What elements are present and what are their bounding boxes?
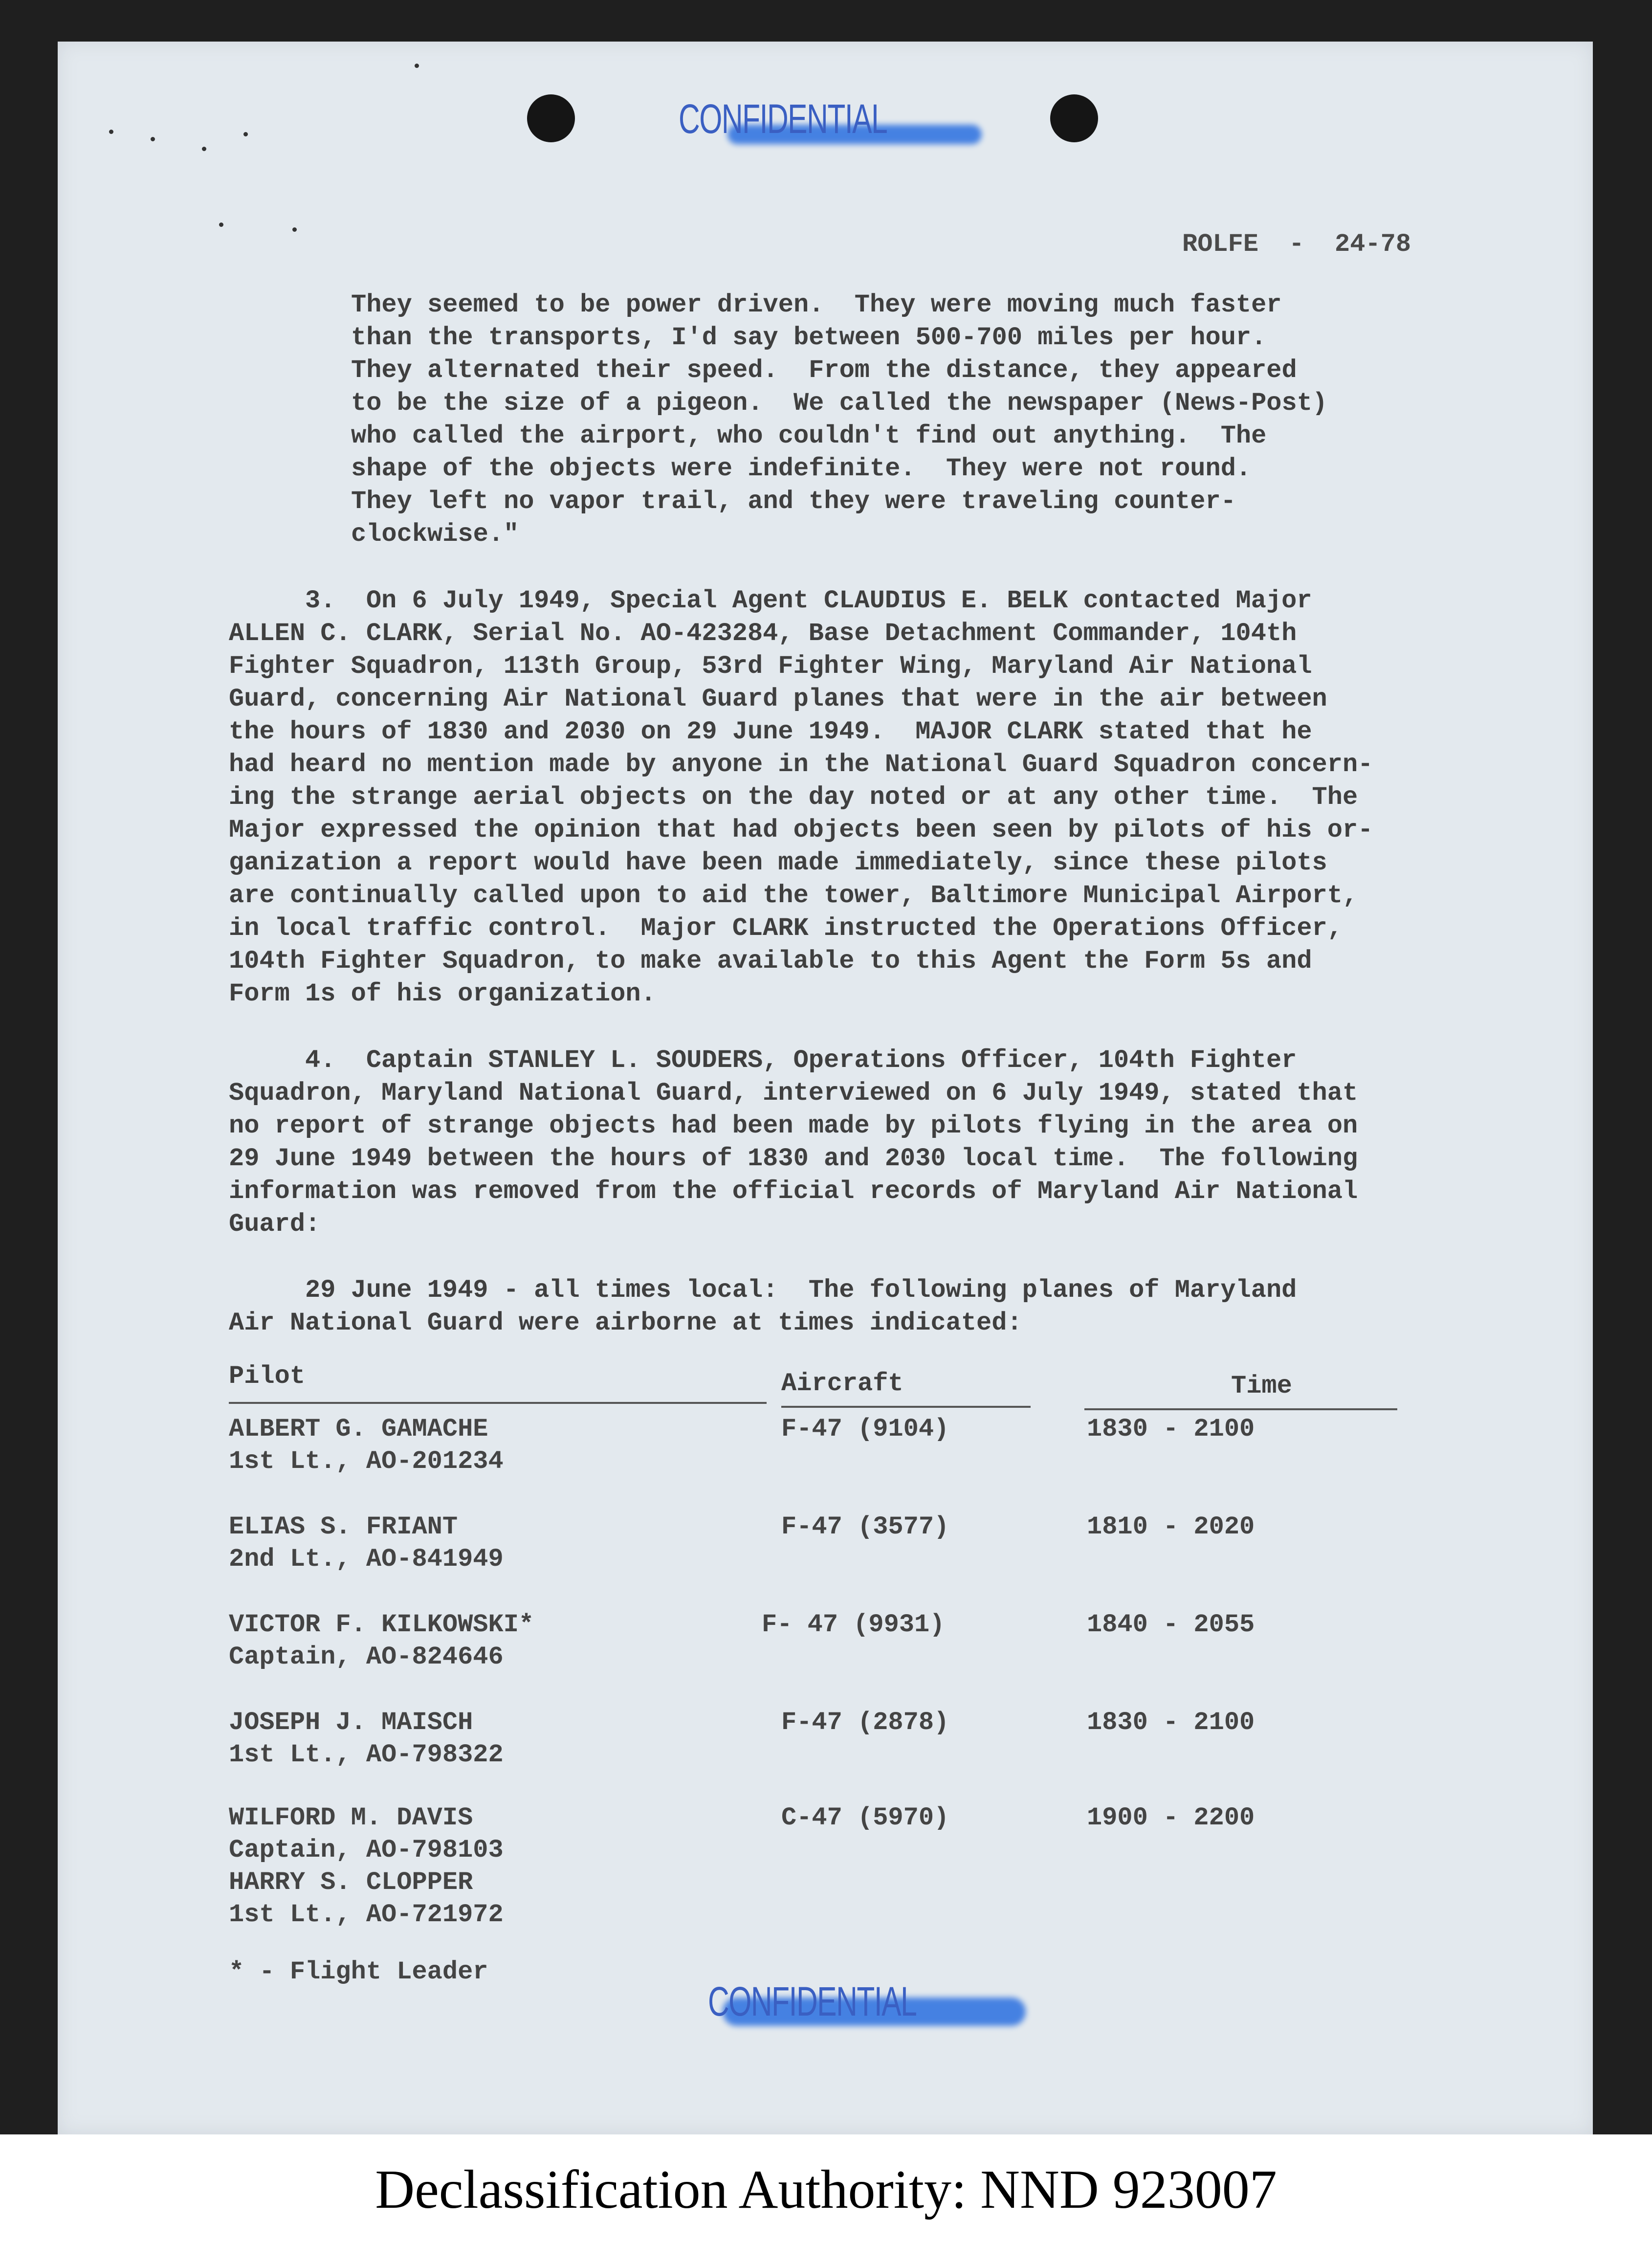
column-rule-time bbox=[1084, 1408, 1397, 1410]
speck bbox=[415, 64, 419, 68]
quote-paragraph: They seemed to be power driven. They were moving much faster than the transports, I'd say between 500-700 miles per hour. They alternated their speed. From the distance, they appeared to be the size of a pigeon. We called the newspaper (News-Post) who called the airport, who couldn't find out anything. The shape of the objects were indefinite. They were not round. They left no vapor trail, and they were traveling counter- clockwise." bbox=[351, 290, 1328, 549]
column-rule-pilot bbox=[229, 1402, 767, 1404]
speck bbox=[202, 147, 206, 151]
speck bbox=[219, 222, 223, 227]
time-cell: 1810 - 2020 bbox=[1087, 1512, 1255, 1541]
aircraft-cell: F-47 (3577) bbox=[781, 1512, 949, 1541]
speck bbox=[151, 137, 155, 141]
time-cell: 1900 - 2200 bbox=[1087, 1803, 1255, 1832]
aircraft-cell: F-47 (9104) bbox=[781, 1415, 949, 1443]
time-cell: 1840 - 2055 bbox=[1087, 1610, 1255, 1639]
punch-hole-right bbox=[1050, 94, 1098, 142]
declassification-caption: Declassification Authority: NND 923007 bbox=[375, 2159, 1277, 2220]
pilot-cell: WILFORD M. DAVIS Captain, AO-798103 HARRY S. CLOPPER 1st Lt., AO-721972 bbox=[229, 1803, 504, 1929]
pilot-cell: ELIAS S. FRIANT 2nd Lt., AO-841949 bbox=[229, 1512, 504, 1574]
paragraph-4: 4. Captain STANLEY L. SOUDERS, Operations Officer, 104th Fighter Squadron, Maryland National Guard, interviewed on 6 July 1949, stated that no report of strange objects had been made by pilots flying in the area on 29 June 1949 between the hours of 1830 and 2030 local time. The following information was removed from the official records of Maryland Air National Guard: bbox=[229, 1046, 1358, 1239]
column-rule-aircraft bbox=[781, 1406, 1031, 1408]
aircraft-cell: F-47 (2878) bbox=[781, 1708, 949, 1737]
aircraft-cell: C-47 (5970) bbox=[781, 1803, 949, 1832]
paragraph-3: 3. On 6 July 1949, Special Agent CLAUDIUS E. BELK contacted Major ALLEN C. CLARK, Serial No. AO-423284, Base Detachment Commander, 104th Fighter Squadron, 113th Group, 53rd Fighter Wing, Maryland Air National Guard, concerning Air National Guard planes that were in the air between the hours of 1830 and 2030 on 29 June 1949. MAJOR CLARK stated that he had heard no mention made by anyone in the National Guard Squadron concern- ing the strange aerial objects on the day noted or at any other time. The Major expressed the opinion that had objects been seen by pilots of his or- ganization a report would have been made immediately, since these pilots are continually called upon to aid the tower, Baltimore Municipal Airport, in local traffic control. Major CLARK instructed the Operations Officer, 104th Fighter Squadron, to make available to this Agent the Form 5s and Form 1s of his organization. bbox=[229, 586, 1373, 1008]
speck bbox=[109, 130, 113, 134]
time-cell: 1830 - 2100 bbox=[1087, 1415, 1255, 1443]
pilot-cell: JOSEPH J. MAISCH 1st Lt., AO-798322 bbox=[229, 1708, 504, 1769]
file-reference: ROLFE - 24-78 bbox=[1182, 230, 1411, 259]
pilot-cell: ALBERT G. GAMACHE 1st Lt., AO-201234 bbox=[229, 1415, 504, 1476]
speck bbox=[243, 132, 248, 136]
footnote-flight-leader: * - Flight Leader bbox=[229, 1957, 488, 1986]
column-header-pilot: Pilot bbox=[229, 1362, 306, 1391]
speck bbox=[292, 227, 297, 232]
confidential-stamp-bottom: CONFIDENTIAL bbox=[708, 1978, 917, 2024]
column-header-time: Time bbox=[1231, 1372, 1292, 1400]
document-page bbox=[58, 42, 1593, 2134]
aircraft-cell: F- 47 (9931) bbox=[762, 1610, 945, 1639]
column-header-aircraft: Aircraft bbox=[781, 1369, 903, 1398]
time-cell: 1830 - 2100 bbox=[1087, 1708, 1255, 1737]
punch-hole-left bbox=[527, 94, 575, 142]
confidential-stamp-top: CONFIDENTIAL bbox=[679, 96, 887, 142]
table-intro: 29 June 1949 - all times local: The following planes of Maryland Air National Guard were airborne at times indicated: bbox=[229, 1276, 1297, 1337]
pilot-cell: VICTOR F. KILKOWSKI* Captain, AO-824646 bbox=[229, 1610, 534, 1671]
